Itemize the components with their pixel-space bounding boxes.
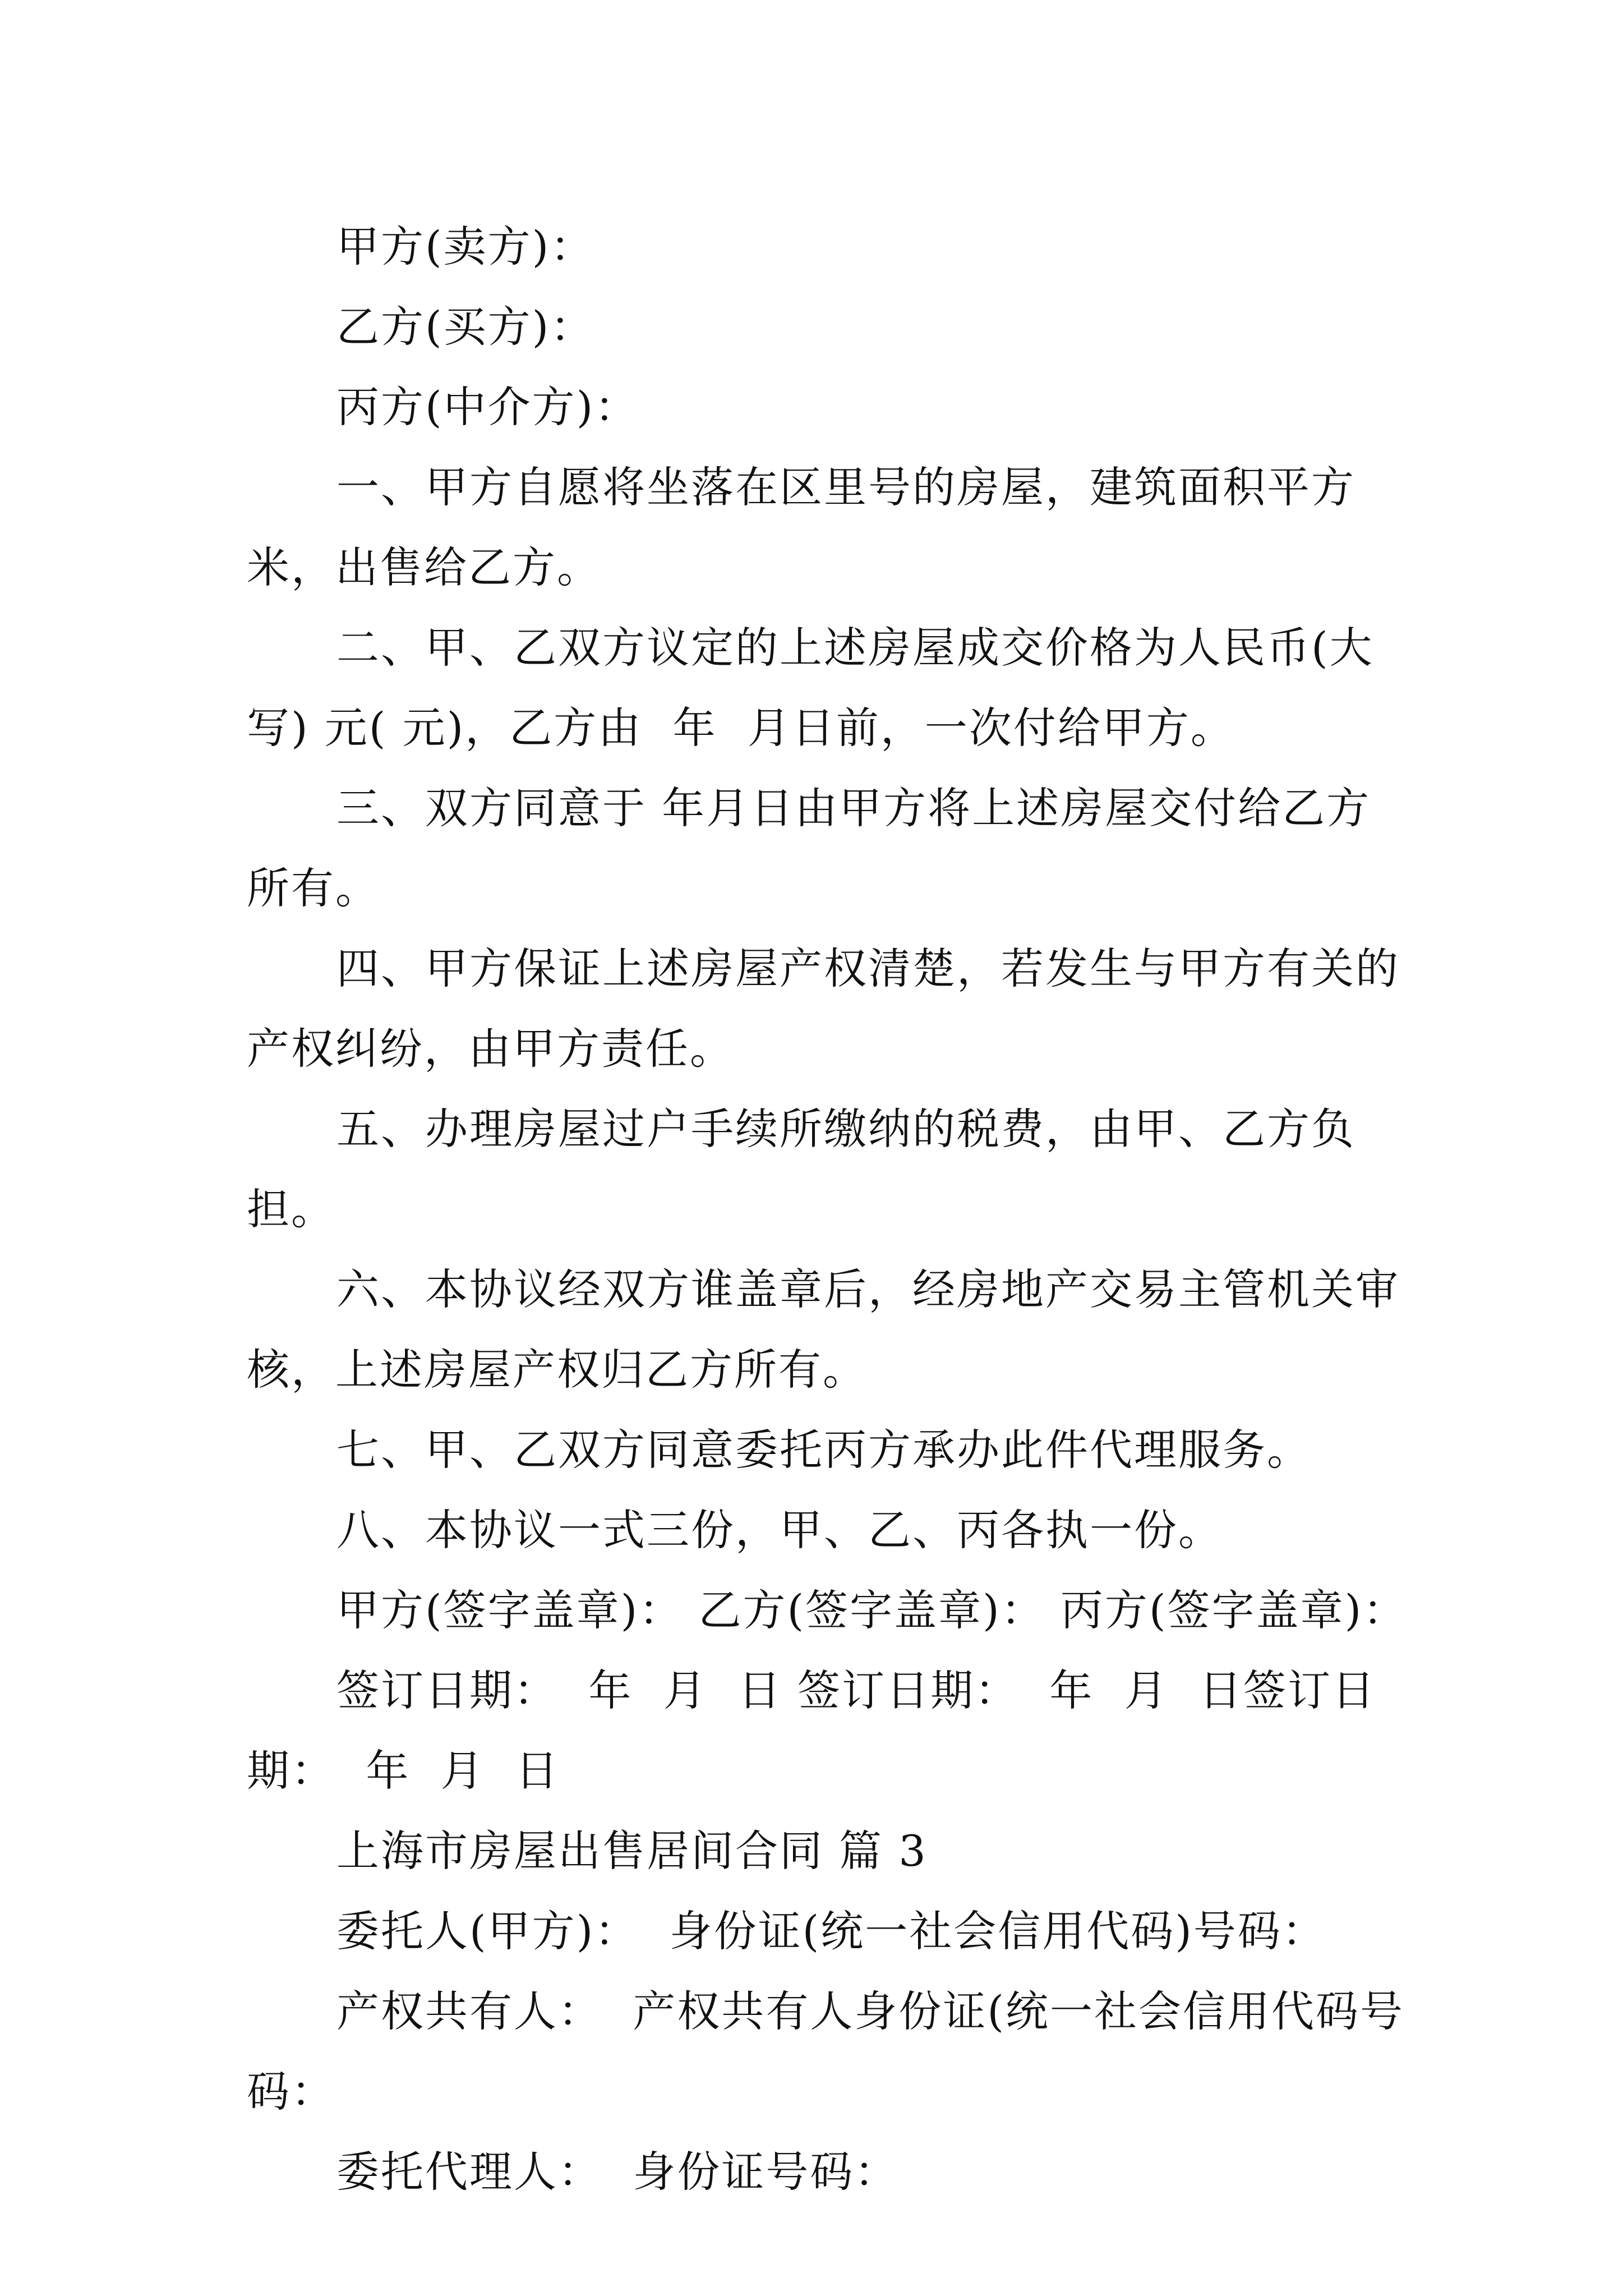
clause-8: 八、本协议一式三份，甲、乙、丙各执一份。 [336,1505,1223,1555]
clause-2: 二、甲、乙双方议定的上述房屋成交价格为人民币(大写) 元( 元)，乙方由 年 月日前，一次付给甲方。 [247,623,1374,753]
clause-6: 六、本协议经双方谁盖章后，经房地产交易主管机关审核，上述房屋产权归乙方所有。 [247,1264,1400,1395]
clause-1: 一、甲方自愿将坐落在区里号的房屋，建筑面积平方米，出售给乙方。 [247,462,1355,592]
agent-line: 委托代理人： 身份证号码： [336,2147,899,2197]
party-a-seller: 甲方(卖方)： [336,222,595,272]
signing-dates: 签订日期： 年 月 日 签订日期： 年 月 日签订日期： 年 月 日 [247,1665,1377,1796]
party-c-agent: 丙方(中介方)： [336,382,639,432]
contract-text [247,206,1413,2212]
co-owner-line: 产权共有人： 产权共有人身份证(统一社会信用代码号码： [247,1986,1404,2116]
section-title: 上海市房屋出售居间合同 篇 3 [336,1826,928,1876]
clause-7: 七、甲、乙双方同意委托丙方承办此件代理服务。 [336,1425,1311,1475]
clause-4: 四、甲方保证上述房屋产权清楚，若发生与甲方有关的产权纠纷，由甲方责任。 [247,944,1400,1074]
signature-line: 甲方(签字盖章)： 乙方(签字盖章)： 丙方(签字盖章)： [336,1585,1408,1635]
party-b-buyer: 乙方(买方)： [336,302,595,352]
clause-5: 五、办理房屋过户手续所缴纳的税费，由甲、乙方负担。 [247,1104,1355,1234]
principal-line: 委托人(甲方)： 身份证(统一社会信用代码)号码： [336,1906,1326,1956]
clause-3: 三、双方同意于 年月日由甲方将上述房屋交付给乙方所有。 [247,783,1371,913]
